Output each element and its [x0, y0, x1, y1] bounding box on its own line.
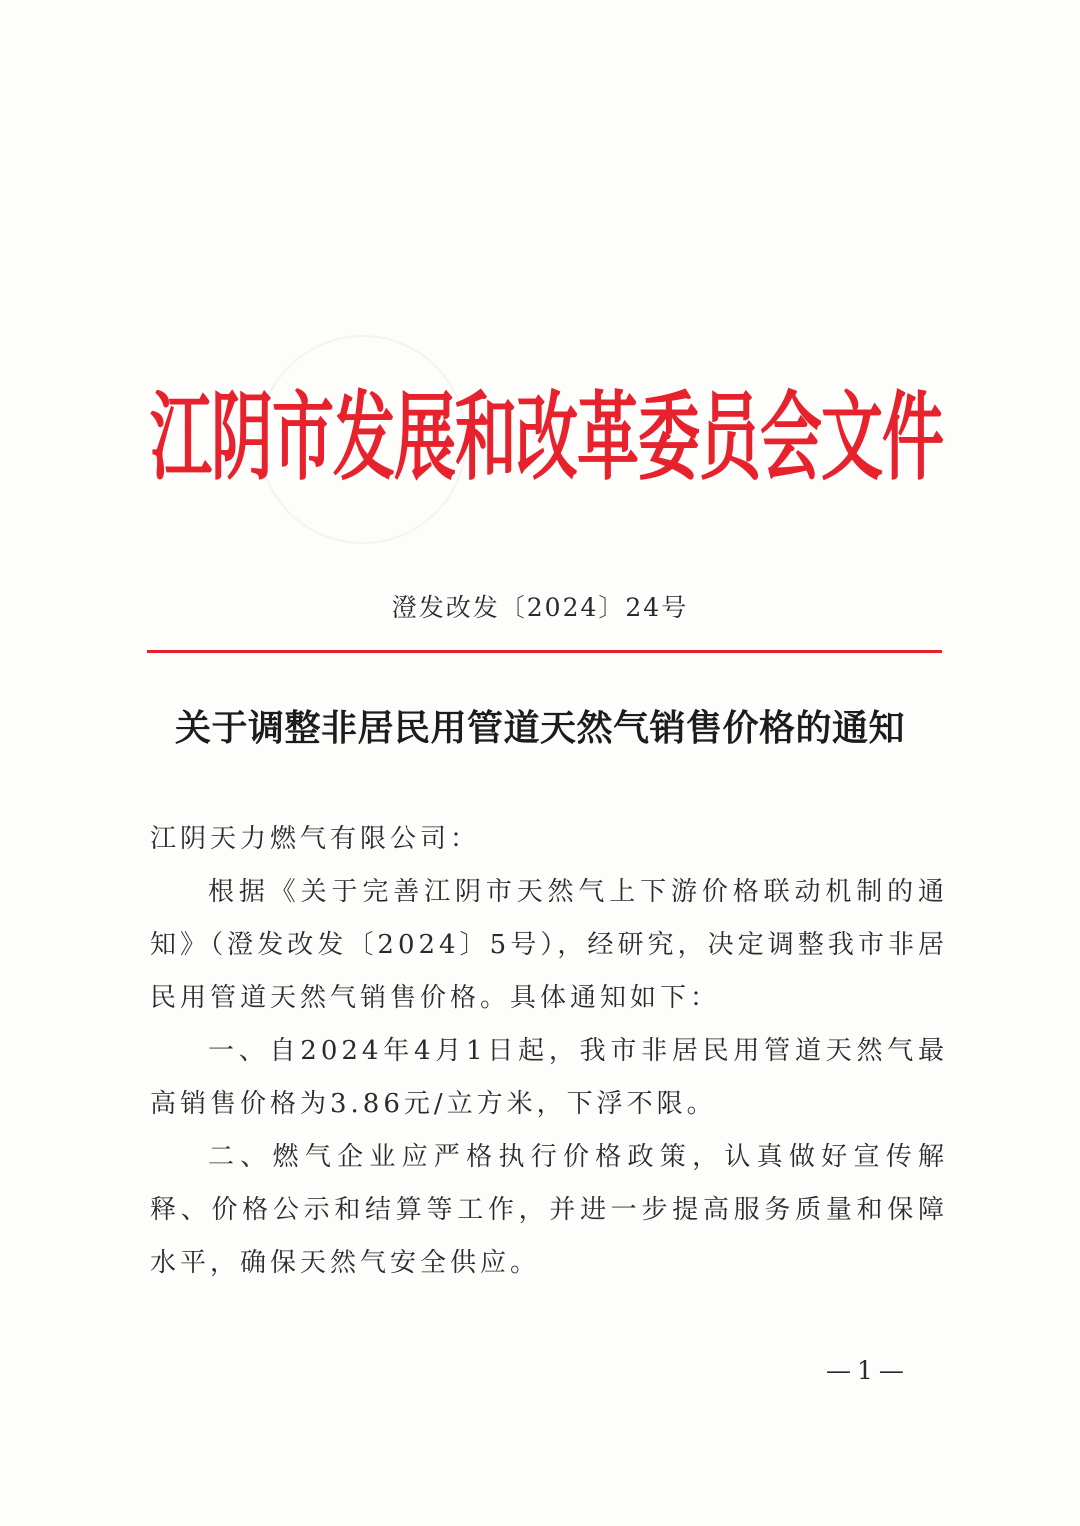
body-paragraph-basis: 根据《关于完善江阴市天然气上下游价格联动机制的通知》（澄发改发〔2024〕5号），经研究，决定调整我市非居民用管道天然气销售价格。具体通知如下： — [150, 877, 948, 1013]
document-title: 关于调整非居民用管道天然气销售价格的通知 — [174, 707, 905, 749]
body-paragraph-item-2: 二、燃气企业应严格执行价格政策，认真做好宣传解释、价格公示和结算等工作，并进一步提高服务质量和保障水平，确保天然气安全供应。 — [150, 1142, 948, 1278]
document-body — [150, 813, 948, 1290]
issuing-authority-header: 江阴市发展和改革委员会文件 — [150, 380, 944, 494]
addressee: 江阴天力燃气有限公司： — [150, 824, 481, 854]
page-number: —1— — [826, 1356, 910, 1385]
red-separator-line — [147, 650, 942, 653]
body-paragraph-item-1: 一、自2024年4月1日起，我市非居民用管道天然气最高销售价格为3.86元/立方米，下浮不限。 — [150, 1036, 948, 1119]
document-number: 澄发改发〔2024〕24号 — [391, 593, 689, 622]
